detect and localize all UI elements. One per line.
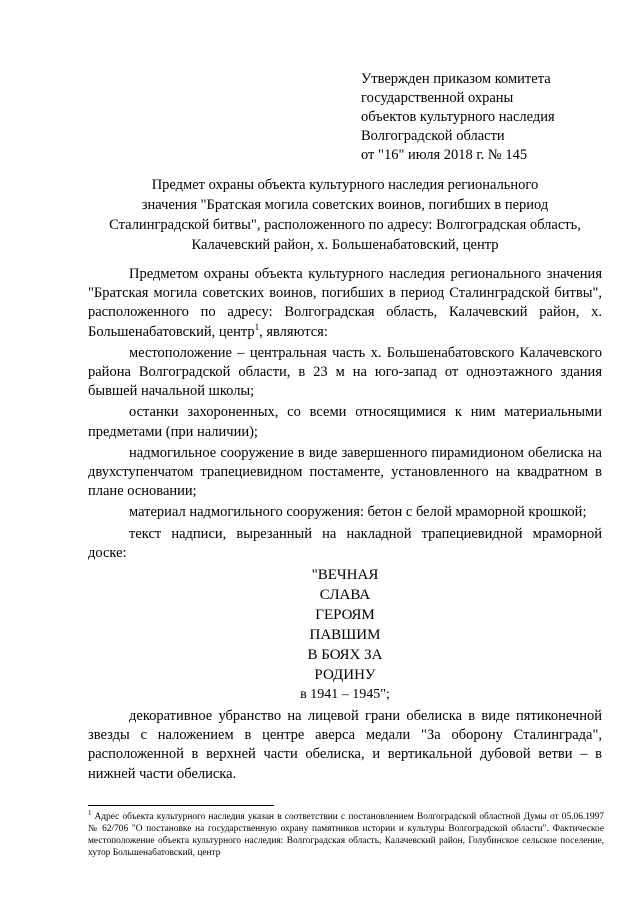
- item-monument: надмогильное сооружение в виде завершенного пирамидионом обелиска на двухступенчатом трапециевидном постаменте, установленного на квадратном в плане основании;: [88, 444, 602, 500]
- footnote-reference: 1: [254, 321, 260, 332]
- inscription-text: [88, 565, 602, 705]
- approval-line: от "16" июля 2018 г. № 145: [361, 147, 528, 163]
- title-line: значения "Братская могила советских воинов, погибших в период: [141, 197, 549, 213]
- approval-line: Волгоградской области: [361, 128, 505, 144]
- inscription-line: ПАВШИМ: [309, 627, 381, 644]
- title-line: Калачевский район, х. Большенабатовский, центр: [191, 237, 499, 253]
- footnote-number: 1: [88, 808, 92, 817]
- item-remains: останки захороненных, со всеми относящимися к ним материальными предметами (при наличии);: [88, 404, 602, 440]
- inscription-line: ГЕРОЯМ: [315, 607, 375, 624]
- footnote: [88, 808, 604, 859]
- footnote-text: Адрес объекта культурного наследия указан в соответствии с постановлением Волгоградской областной Думы от 05.06.1997 № 62/706 "О постановке на государственную охрану памятников истории и культуры Волгоградской области". Фактическое местоположение объекта культурного наследия: Волгоградская область, Калачевский район, Голубинское сельское поселение, хутор Большенабатовский, центр: [88, 812, 604, 858]
- approval-line: объектов культурного наследия: [361, 109, 555, 125]
- item-inscription-intro: текст надписи, вырезанный на накладной трапециевидной мраморной доске:: [88, 525, 602, 561]
- item-decoration: декоративное убранство на лицевой грани обелиска в виде пятиконечной звезды с наложением в центре аверса медали "За оборону Сталинграда", расположенной в верхней части обелиска, и вертикальной дубовой ветви – в нижней части обелиска.: [88, 708, 602, 782]
- approval-block: [361, 70, 601, 165]
- intro-tail: , являются:: [259, 323, 328, 340]
- title-line: Сталинградской битвы", расположенного по адресу: Волгоградская область,: [109, 217, 581, 233]
- inscription-line: СЛАВА: [319, 587, 371, 604]
- intro-paragraph: [88, 265, 602, 342]
- inscription-line: "ВЕЧНАЯ: [311, 567, 379, 584]
- intro-text: Предметом охраны объекта культурного наследия регионального значения "Братская могила советских воинов, погибших в период Сталинградской битвы", расположенного по адресу: Волгоградская область, Калачевский район, х. Большенабатовский, центр: [88, 266, 602, 340]
- document-title: [80, 175, 610, 255]
- document-body: [88, 265, 602, 786]
- inscription-line: в 1941 – 1945";: [300, 687, 390, 703]
- title-line: Предмет охраны объекта культурного наследия регионального: [151, 177, 539, 193]
- approval-line: государственной охраны: [361, 90, 514, 106]
- inscription-line: В БОЯХ ЗА: [307, 647, 383, 664]
- inscription-line: РОДИНУ: [314, 667, 376, 684]
- approval-line: Утвержден приказом комитета: [361, 71, 551, 87]
- item-material: материал надмогильного сооружения: бетон с белой мраморной крошкой;: [129, 504, 587, 521]
- item-location: местоположение – центральная часть х. Большенабатовского Калачевского района Волгоградской области, в 23 м на юго-запад от одноэтажного здания бывшей начальной школы;: [88, 344, 602, 400]
- footnote-divider: [88, 805, 274, 806]
